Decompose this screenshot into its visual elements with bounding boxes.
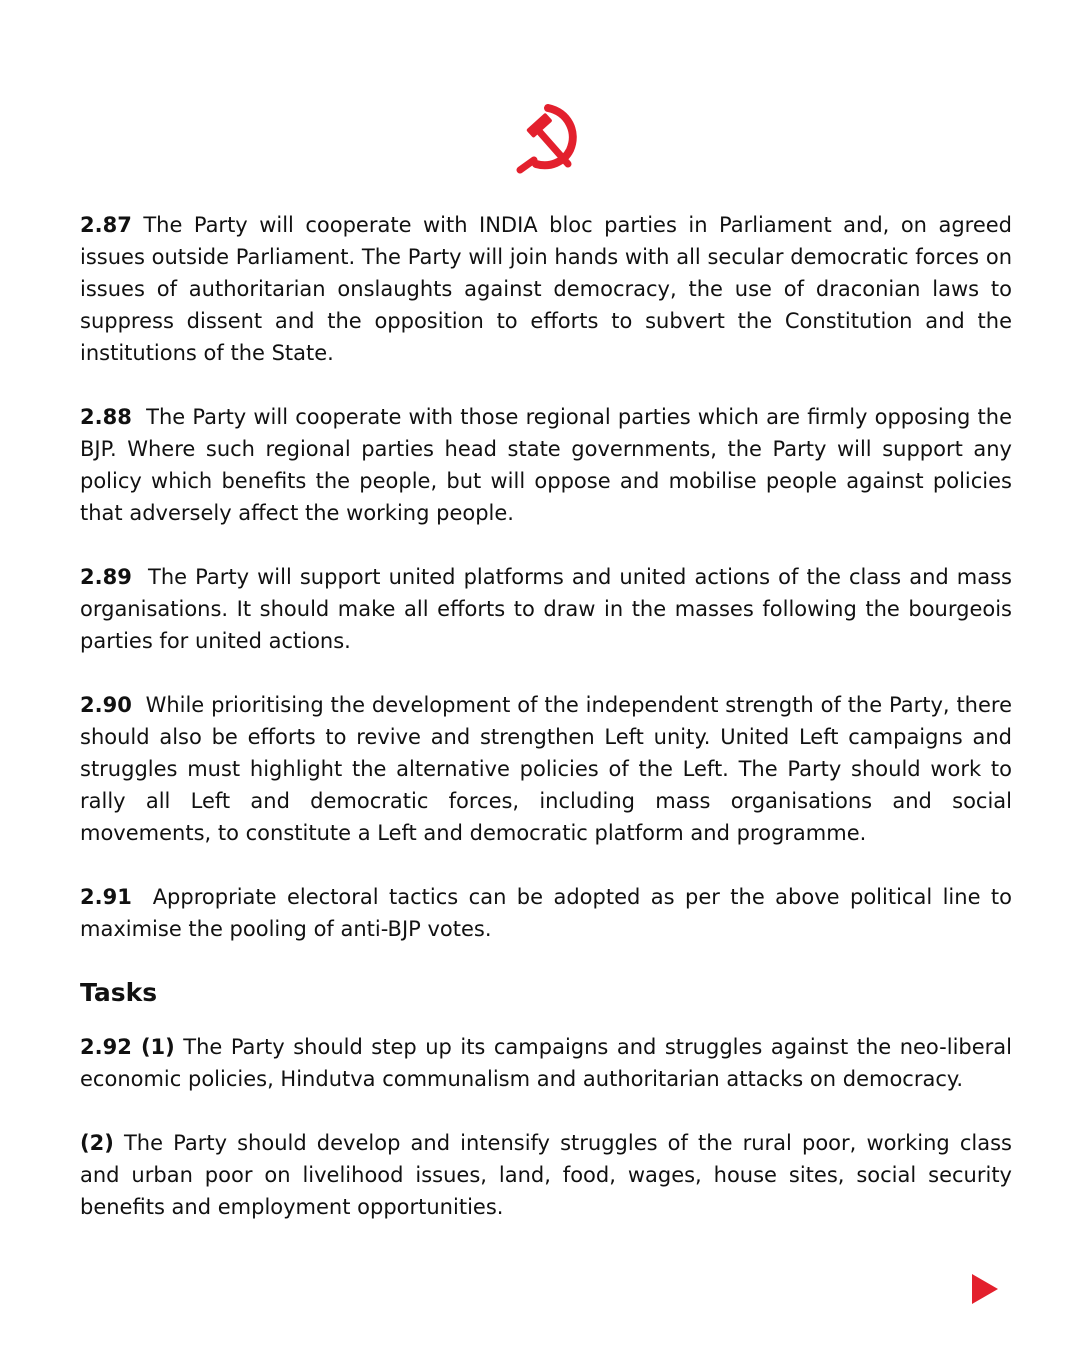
paragraph-number: 2.89 [80,565,132,589]
task-item-1 [80,1031,1012,1095]
play-arrow-icon [970,1272,1000,1306]
task-number: (2) [80,1131,114,1155]
task-text: The Party should step up its campaigns and struggles against the neo-liberal economic policies, Hindutva communalism and authoritarian attacks on democracy. [80,1035,1012,1091]
next-page-button[interactable] [970,1272,1000,1306]
paragraph-2-88 [80,401,1012,529]
tasks-heading: Tasks [80,978,158,1007]
task-number: 2.92 (1) [80,1035,175,1059]
paragraph-number: 2.88 [80,405,132,429]
paragraph-2-90 [80,689,1012,849]
party-logo [512,104,582,174]
paragraph-number: 2.91 [80,885,132,909]
document-body [80,209,1012,1255]
paragraph-number: 2.90 [80,693,132,717]
paragraph-text: While prioritising the development of the independent strength of the Party, there should also be efforts to revive and strengthen Left unity. United Left campaigns and struggles must highlight the alternative policies of the Left. The Party should work to rally all Left and democratic forces, including mass organisations and social movements, to constitute a Left and democratic platform and programme. [80,693,1013,845]
task-text: The Party should develop and intensify struggles of the rural poor, working class and urban poor on livelihood issues, land, food, wages, house sites, social security benefits and employment opportunities. [80,1131,1012,1219]
hammer-sickle-icon [512,104,582,174]
paragraph-2-87 [80,209,1012,369]
paragraph-text: The Party will support united platforms and united actions of the class and mass organisations. It should make all efforts to draw in the masses following the bourgeois parties for united actions. [80,565,1012,653]
paragraph-text: The Party will cooperate with INDIA bloc parties in Parliament and, on agreed issues outside Parliament. The Party will join hands with all secular democratic forces on issues of authoritarian onslaughts against democracy, the use of draconian laws to suppress dissent and the opposition to efforts to subvert the Constitution and the institutions of the State. [80,213,1012,365]
task-item-2 [80,1127,1012,1223]
paragraph-text: Appropriate electoral tactics can be adopted as per the above political line to maximise the pooling of anti-BJP votes. [80,885,1012,941]
paragraph-number: 2.87 [80,213,132,237]
paragraph-2-91 [80,881,1012,945]
paragraph-2-89 [80,561,1012,657]
paragraph-text: The Party will cooperate with those regional parties which are firmly opposing the BJP. Where such regional parties head state governments, the Party will support any policy which benefits the people, but will oppose and mobilise people against policies that adversely affect the working people. [80,405,1012,525]
